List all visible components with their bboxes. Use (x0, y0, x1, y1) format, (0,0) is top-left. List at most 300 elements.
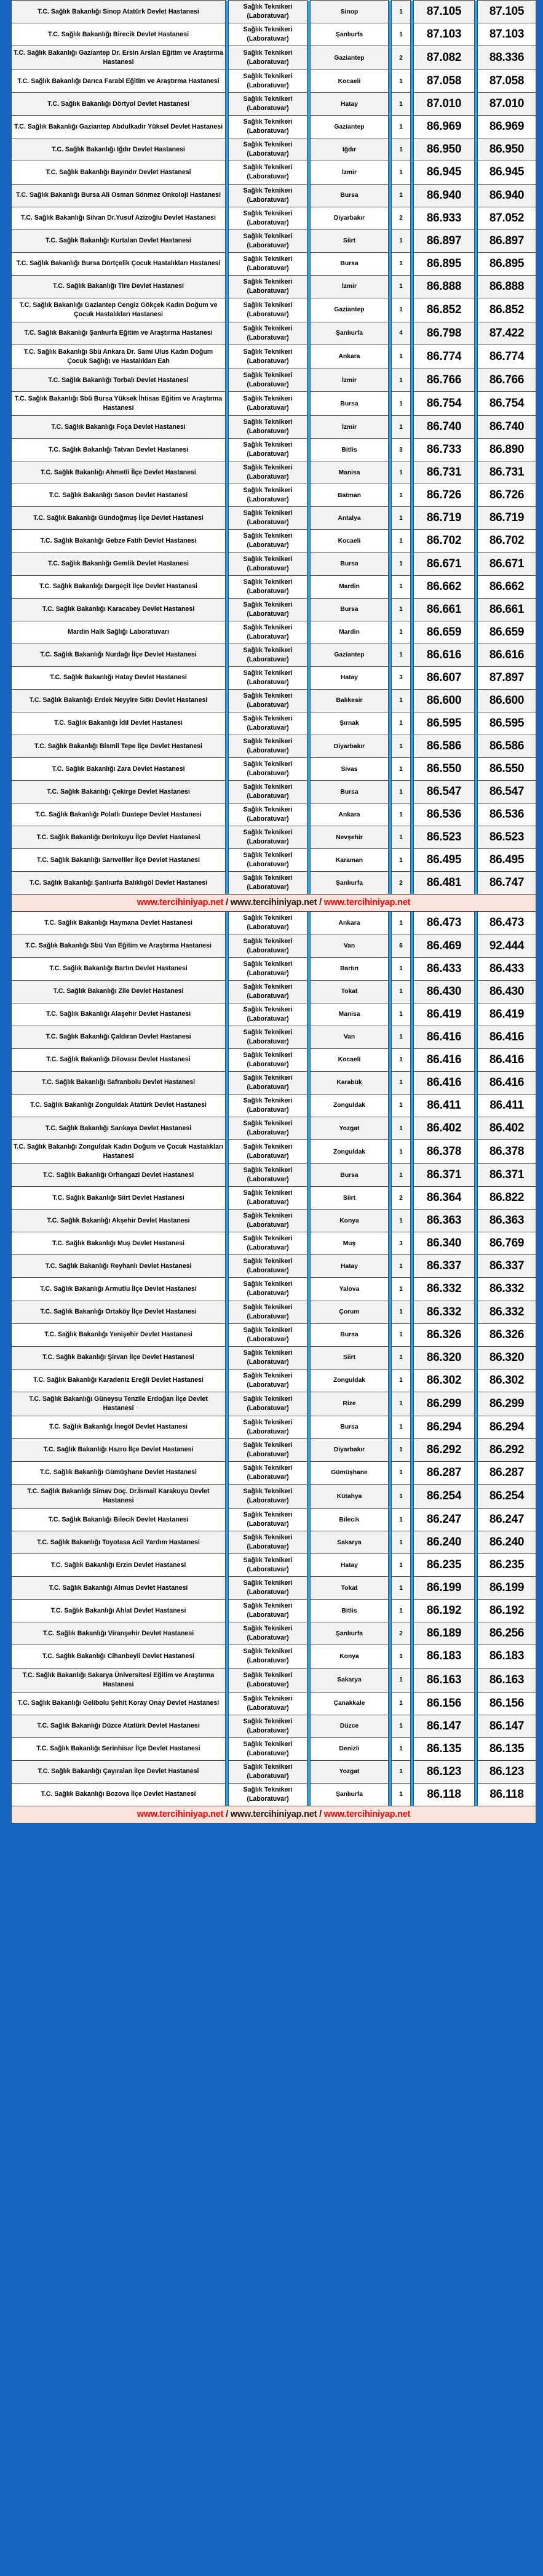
min-score-cell: 86.702 (414, 530, 475, 552)
city-cell: Diyarbakır (311, 207, 389, 229)
max-score-cell: 86.740 (478, 416, 536, 439)
quota-count-cell: 4 (392, 322, 411, 345)
job-title-cell: Sağlık Teknikeri (Laboratuvar) (229, 461, 307, 484)
min-score-cell: 86.416 (414, 1026, 475, 1048)
city-cell: Ankara (311, 345, 389, 369)
city-cell: Balıkesir (311, 689, 389, 712)
max-score-cell: 86.895 (478, 252, 536, 275)
job-title-cell: Sağlık Teknikeri (Laboratuvar) (229, 345, 307, 369)
hospital-name-cell: T.C. Sağlık Bakanlığı Sbü Van Eğitim ve Araştırma Hastanesi (12, 935, 226, 957)
max-score-cell: 86.199 (478, 1577, 536, 1600)
max-score-cell: 86.726 (478, 484, 536, 507)
table-row (12, 1509, 536, 1531)
hospital-name-cell: T.C. Sağlık Bakanlığı Hazro İlçe Devlet Hastanesi (12, 1438, 226, 1461)
min-score-cell: 86.661 (414, 598, 475, 621)
hospital-name-cell: T.C. Sağlık Bakanlığı Sason Devlet Hastanesi (12, 484, 226, 507)
max-score-cell: 86.595 (478, 712, 536, 735)
min-score-cell: 86.897 (414, 229, 475, 252)
job-title-cell: Sağlık Teknikeri (Laboratuvar) (229, 1509, 307, 1531)
max-score-cell: 86.320 (478, 1346, 536, 1369)
min-score-cell: 86.332 (414, 1278, 475, 1301)
quota-count-cell: 1 (392, 1278, 411, 1301)
quota-count-cell: 2 (392, 1622, 411, 1645)
min-score-cell: 86.940 (414, 184, 475, 207)
max-score-cell: 86.747 (478, 872, 536, 895)
max-score-cell: 86.240 (478, 1531, 536, 1554)
max-score-cell: 86.147 (478, 1715, 536, 1737)
table-row (12, 161, 536, 184)
max-score-cell: 86.586 (478, 735, 536, 758)
job-title-cell: Sağlık Teknikeri (Laboratuvar) (229, 46, 307, 70)
quota-count-cell: 1 (392, 298, 411, 322)
quota-count-cell: 1 (392, 1577, 411, 1600)
city-cell: Gaziantep (311, 644, 389, 666)
min-score-cell: 86.123 (414, 1760, 475, 1783)
city-cell: Denizli (311, 1737, 389, 1760)
city-cell: Bursa (311, 252, 389, 275)
min-score-cell: 86.299 (414, 1392, 475, 1416)
quota-count-cell: 1 (392, 23, 411, 46)
job-title-cell: Sağlık Teknikeri (Laboratuvar) (229, 957, 307, 980)
hospital-name-cell: T.C. Sağlık Bakanlığı Darıca Farabi Eğitim ve Araştırma Hastanesi (12, 70, 226, 93)
min-score-cell: 86.292 (414, 1438, 475, 1461)
job-title-cell: Sağlık Teknikeri (Laboratuvar) (229, 116, 307, 138)
hospital-name-cell: T.C. Sağlık Bakanlığı Çekirge Devlet Hastanesi (12, 781, 226, 804)
quota-count-cell: 1 (392, 161, 411, 184)
max-score-cell: 86.969 (478, 116, 536, 138)
table-row (12, 298, 536, 322)
max-score-cell: 87.058 (478, 70, 536, 93)
max-score-cell: 86.123 (478, 1760, 536, 1783)
min-score-cell: 86.550 (414, 758, 475, 781)
quota-count-cell: 1 (392, 1003, 411, 1026)
table-row (12, 392, 536, 416)
job-title-cell: Sağlık Teknikeri (Laboratuvar) (229, 207, 307, 229)
table-row (12, 1301, 536, 1323)
min-score-cell: 86.754 (414, 392, 475, 416)
hospital-name-cell: T.C. Sağlık Bakanlığı Safranbolu Devlet Hastanesi (12, 1071, 226, 1094)
max-score-cell: 86.600 (478, 689, 536, 712)
table-body (12, 1, 536, 1824)
city-cell: Şanlıurfa (311, 1783, 389, 1806)
city-cell: Çorum (311, 1301, 389, 1323)
table-row (12, 1531, 536, 1554)
city-cell: Hatay (311, 666, 389, 689)
city-cell: Van (311, 1026, 389, 1048)
min-score-cell: 86.287 (414, 1461, 475, 1484)
city-cell: Bilecik (311, 1509, 389, 1531)
table-row (12, 957, 536, 980)
table-row (12, 1, 536, 23)
min-score-cell: 86.774 (414, 345, 475, 369)
job-title-cell: Sağlık Teknikeri (Laboratuvar) (229, 369, 307, 392)
job-title-cell: Sağlık Teknikeri (Laboratuvar) (229, 161, 307, 184)
table-row (12, 507, 536, 530)
max-score-cell: 86.945 (478, 161, 536, 184)
min-score-cell: 86.481 (414, 872, 475, 895)
job-title-cell: Sağlık Teknikeri (Laboratuvar) (229, 1187, 307, 1210)
table-row (12, 758, 536, 781)
city-cell: Manisa (311, 461, 389, 484)
hospital-name-cell: T.C. Sağlık Bakanlığı Kurtalan Devlet Hastanesi (12, 229, 226, 252)
quota-count-cell: 1 (392, 461, 411, 484)
max-score-cell: 86.411 (478, 1094, 536, 1117)
max-score-cell: 86.659 (478, 621, 536, 644)
job-title-cell: Sağlık Teknikeri (Laboratuvar) (229, 1461, 307, 1484)
quota-count-cell: 1 (392, 1164, 411, 1187)
job-title-cell: Sağlık Teknikeri (Laboratuvar) (229, 1438, 307, 1461)
city-cell: İzmir (311, 369, 389, 392)
max-score-cell: 86.774 (478, 345, 536, 369)
max-score-cell: 86.702 (478, 530, 536, 552)
city-cell: Siirt (311, 229, 389, 252)
min-score-cell: 86.473 (414, 912, 475, 935)
job-title-cell: Sağlık Teknikeri (Laboratuvar) (229, 1301, 307, 1323)
min-score-cell: 86.371 (414, 1164, 475, 1187)
min-score-cell: 86.659 (414, 621, 475, 644)
city-cell: Bursa (311, 1323, 389, 1346)
city-cell: Bitlis (311, 439, 389, 461)
min-score-cell: 86.430 (414, 980, 475, 1003)
min-score-cell: 87.105 (414, 1, 475, 23)
job-title-cell: Sağlık Teknikeri (Laboratuvar) (229, 1531, 307, 1554)
city-cell: Mardin (311, 621, 389, 644)
city-cell: Şanlıurfa (311, 322, 389, 345)
min-score-cell: 86.135 (414, 1737, 475, 1760)
hospital-name-cell: T.C. Sağlık Bakanlığı Sarıkaya Devlet Hastanesi (12, 1117, 226, 1140)
quota-count-cell: 1 (392, 1117, 411, 1140)
quota-count-cell: 1 (392, 116, 411, 138)
table-row (12, 1554, 536, 1577)
hospital-name-cell: T.C. Sağlık Bakanlığı Zonguldak Kadın Doğum ve Çocuk Hastalıkları Hastanesi (12, 1140, 226, 1164)
min-score-cell: 86.495 (414, 849, 475, 872)
max-score-cell: 86.888 (478, 275, 536, 298)
min-score-cell: 86.766 (414, 369, 475, 392)
job-title-cell: Sağlık Teknikeri (Laboratuvar) (229, 621, 307, 644)
min-score-cell: 86.302 (414, 1369, 475, 1392)
table-row (12, 1323, 536, 1346)
city-cell: Sakarya (311, 1531, 389, 1554)
job-title-cell: Sağlık Teknikeri (Laboratuvar) (229, 184, 307, 207)
table-row (12, 1622, 536, 1645)
placement-results-table (11, 0, 536, 1824)
hospital-name-cell: T.C. Sağlık Bakanlığı Reyhanlı Devlet Hastanesi (12, 1255, 226, 1278)
job-title-cell: Sağlık Teknikeri (Laboratuvar) (229, 1117, 307, 1140)
table-row (12, 804, 536, 826)
job-title-cell: Sağlık Teknikeri (Laboratuvar) (229, 1323, 307, 1346)
table-row (12, 872, 536, 895)
max-score-cell: 86.135 (478, 1737, 536, 1760)
hospital-name-cell: T.C. Sağlık Bakanlığı Dörtyol Devlet Hastanesi (12, 93, 226, 116)
table-row (12, 1210, 536, 1232)
quota-count-cell: 1 (392, 1715, 411, 1737)
hospital-name-cell: T.C. Sağlık Bakanlığı Siirt Devlet Hastanesi (12, 1187, 226, 1210)
min-score-cell: 86.254 (414, 1485, 475, 1509)
hospital-name-cell: T.C. Sağlık Bakanlığı Torbalı Devlet Hastanesi (12, 369, 226, 392)
min-score-cell: 86.616 (414, 644, 475, 666)
table-row (12, 1117, 536, 1140)
max-score-cell: 86.416 (478, 1026, 536, 1048)
table-row (12, 1392, 536, 1416)
quota-count-cell: 1 (392, 392, 411, 416)
city-cell: Diyarbakır (311, 1438, 389, 1461)
min-score-cell: 86.852 (414, 298, 475, 322)
hospital-name-cell: T.C. Sağlık Bakanlığı Armutlu İlçe Devlet Hastanesi (12, 1278, 226, 1301)
city-cell: Yalova (311, 1278, 389, 1301)
job-title-cell: Sağlık Teknikeri (Laboratuvar) (229, 507, 307, 530)
job-title-cell: Sağlık Teknikeri (Laboratuvar) (229, 1003, 307, 1026)
city-cell: Gümüşhane (311, 1461, 389, 1484)
min-score-cell: 86.600 (414, 689, 475, 712)
quota-count-cell: 1 (392, 552, 411, 575)
job-title-cell: Sağlık Teknikeri (Laboratuvar) (229, 575, 307, 598)
hospital-name-cell: T.C. Sağlık Bakanlığı Sinop Atatürk Devlet Hastanesi (12, 1, 226, 23)
table-row (12, 1438, 536, 1461)
job-title-cell: Sağlık Teknikeri (Laboratuvar) (229, 1164, 307, 1187)
table-row (12, 1577, 536, 1600)
job-title-cell: Sağlık Teknikeri (Laboratuvar) (229, 1140, 307, 1164)
job-title-cell: Sağlık Teknikeri (Laboratuvar) (229, 1369, 307, 1392)
max-score-cell: 86.332 (478, 1278, 536, 1301)
job-title-cell: Sağlık Teknikeri (Laboratuvar) (229, 416, 307, 439)
job-title-cell: Sağlık Teknikeri (Laboratuvar) (229, 598, 307, 621)
table-row (12, 275, 536, 298)
city-cell: Karabük (311, 1071, 389, 1094)
city-cell: Kocaeli (311, 1048, 389, 1071)
job-title-cell: Sağlık Teknikeri (Laboratuvar) (229, 1622, 307, 1645)
min-score-cell: 86.147 (414, 1715, 475, 1737)
min-score-cell: 86.320 (414, 1346, 475, 1369)
quota-count-cell: 1 (392, 252, 411, 275)
job-title-cell: Sağlık Teknikeri (Laboratuvar) (229, 1094, 307, 1117)
city-cell: Yozgat (311, 1760, 389, 1783)
table-row (12, 1715, 536, 1737)
city-cell: Hatay (311, 1255, 389, 1278)
hospital-name-cell: T.C. Sağlık Bakanlığı Tire Devlet Hastanesi (12, 275, 226, 298)
job-title-cell: Sağlık Teknikeri (Laboratuvar) (229, 872, 307, 895)
min-score-cell: 86.363 (414, 1210, 475, 1232)
job-title-cell: Sağlık Teknikeri (Laboratuvar) (229, 1485, 307, 1509)
city-cell: Şanlıurfa (311, 1622, 389, 1645)
min-score-cell: 86.662 (414, 575, 475, 598)
job-title-cell: Sağlık Teknikeri (Laboratuvar) (229, 1737, 307, 1760)
city-cell: Hatay (311, 93, 389, 116)
job-title-cell: Sağlık Teknikeri (Laboratuvar) (229, 439, 307, 461)
quota-count-cell: 1 (392, 275, 411, 298)
quota-count-cell: 1 (392, 689, 411, 712)
table-row (12, 1026, 536, 1048)
hospital-name-cell: T.C. Sağlık Bakanlığı Bartın Devlet Hastanesi (12, 957, 226, 980)
min-score-cell: 86.586 (414, 735, 475, 758)
city-cell: Tokat (311, 1577, 389, 1600)
hospital-name-cell: T.C. Sağlık Bakanlığı Iğdır Devlet Hastanesi (12, 138, 226, 161)
hospital-name-cell: T.C. Sağlık Bakanlığı Güneysu Tenzile Erdoğan İlçe Devlet Hastanesi (12, 1392, 226, 1416)
hospital-name-cell: T.C. Sağlık Bakanlığı Almus Devlet Hastanesi (12, 1577, 226, 1600)
min-score-cell: 86.595 (414, 712, 475, 735)
quota-count-cell: 1 (392, 345, 411, 369)
hospital-name-cell: T.C. Sağlık Bakanlığı Gebze Fatih Devlet Hastanesi (12, 530, 226, 552)
max-score-cell: 86.852 (478, 298, 536, 322)
watermark-text: www.tercihiniyap.net / www.tercihiniyap.net / www.tercihiniyap.net (12, 1806, 536, 1823)
max-score-cell: 87.010 (478, 93, 536, 116)
max-score-cell: 86.183 (478, 1645, 536, 1668)
hospital-name-cell: Mardin Halk Sağlığı Laboratuvarı (12, 621, 226, 644)
quota-count-cell: 1 (392, 980, 411, 1003)
min-score-cell: 86.536 (414, 804, 475, 826)
table-row (12, 1255, 536, 1278)
hospital-name-cell: T.C. Sağlık Bakanlığı Çaldıran Devlet Hastanesi (12, 1026, 226, 1048)
quota-count-cell: 1 (392, 1255, 411, 1278)
job-title-cell: Sağlık Teknikeri (Laboratuvar) (229, 1645, 307, 1668)
table-row (12, 689, 536, 712)
job-title-cell: Sağlık Teknikeri (Laboratuvar) (229, 1071, 307, 1094)
quota-count-cell: 1 (392, 621, 411, 644)
max-score-cell: 86.616 (478, 644, 536, 666)
job-title-cell: Sağlık Teknikeri (Laboratuvar) (229, 322, 307, 345)
city-cell: Bartın (311, 957, 389, 980)
max-score-cell: 86.156 (478, 1692, 536, 1715)
min-score-cell: 86.378 (414, 1140, 475, 1164)
city-cell: Şanlıurfa (311, 23, 389, 46)
city-cell: Gaziantep (311, 116, 389, 138)
min-score-cell: 86.798 (414, 322, 475, 345)
max-score-cell: 86.371 (478, 1164, 536, 1187)
city-cell: Rize (311, 1392, 389, 1416)
hospital-name-cell: T.C. Sağlık Bakanlığı İdil Devlet Hastanesi (12, 712, 226, 735)
hospital-name-cell: T.C. Sağlık Bakanlığı Zara Devlet Hastanesi (12, 758, 226, 781)
quota-count-cell: 1 (392, 1416, 411, 1438)
city-cell: Bursa (311, 392, 389, 416)
job-title-cell: Sağlık Teknikeri (Laboratuvar) (229, 758, 307, 781)
city-cell: Batman (311, 484, 389, 507)
job-title-cell: Sağlık Teknikeri (Laboratuvar) (229, 781, 307, 804)
quota-count-cell: 2 (392, 46, 411, 70)
hospital-name-cell: T.C. Sağlık Bakanlığı Gelibolu Şehit Koray Onay Devlet Hastanesi (12, 1692, 226, 1715)
job-title-cell: Sağlık Teknikeri (Laboratuvar) (229, 804, 307, 826)
hospital-name-cell: T.C. Sağlık Bakanlığı Dilovası Devlet Hastanesi (12, 1048, 226, 1071)
quota-count-cell: 1 (392, 1600, 411, 1622)
quota-count-cell: 1 (392, 1071, 411, 1094)
max-score-cell: 86.890 (478, 439, 536, 461)
min-score-cell: 86.950 (414, 138, 475, 161)
city-cell: Van (311, 935, 389, 957)
max-score-cell: 86.950 (478, 138, 536, 161)
hospital-name-cell: T.C. Sağlık Bakanlığı Gümüşhane Devlet Hastanesi (12, 1461, 226, 1484)
max-score-cell: 86.416 (478, 1048, 536, 1071)
hospital-name-cell: T.C. Sağlık Bakanlığı Gaziantep Cengiz Gökçek Kadın Doğum ve Çocuk Hastalıkları Hastanesi (12, 298, 226, 322)
max-score-cell: 86.287 (478, 1461, 536, 1484)
table-row (12, 369, 536, 392)
quota-count-cell: 1 (392, 1531, 411, 1554)
job-title-cell: Sağlık Teknikeri (Laboratuvar) (229, 1210, 307, 1232)
hospital-name-cell: T.C. Sağlık Bakanlığı Şirvan İlçe Devlet Hastanesi (12, 1346, 226, 1369)
table-row (12, 575, 536, 598)
table-row (12, 552, 536, 575)
hospital-name-cell: T.C. Sağlık Bakanlığı Bursa Dörtçelik Çocuk Hastalıkları Hastanesi (12, 252, 226, 275)
city-cell: Şanlıurfa (311, 872, 389, 895)
city-cell: Sivas (311, 758, 389, 781)
city-cell: Mardin (311, 575, 389, 598)
table-row (12, 980, 536, 1003)
min-score-cell: 87.058 (414, 70, 475, 93)
quota-count-cell: 2 (392, 207, 411, 229)
min-score-cell: 86.547 (414, 781, 475, 804)
hospital-name-cell: T.C. Sağlık Bakanlığı Bozova İlçe Devlet Hastanesi (12, 1783, 226, 1806)
table-row (12, 252, 536, 275)
hospital-name-cell: T.C. Sağlık Bakanlığı Şanlıurfa Eğitim ve Araştırma Hastanesi (12, 322, 226, 345)
hospital-name-cell: T.C. Sağlık Bakanlığı Muş Devlet Hastanesi (12, 1232, 226, 1255)
max-score-cell: 87.052 (478, 207, 536, 229)
table-row (12, 1278, 536, 1301)
max-score-cell: 88.336 (478, 46, 536, 70)
job-title-cell: Sağlık Teknikeri (Laboratuvar) (229, 1255, 307, 1278)
job-title-cell: Sağlık Teknikeri (Laboratuvar) (229, 689, 307, 712)
job-title-cell: Sağlık Teknikeri (Laboratuvar) (229, 1416, 307, 1438)
max-score-cell: 86.662 (478, 575, 536, 598)
max-score-cell: 86.299 (478, 1392, 536, 1416)
table-row (12, 93, 536, 116)
table-row (12, 1692, 536, 1715)
quota-count-cell: 1 (392, 1645, 411, 1668)
min-score-cell: 86.189 (414, 1622, 475, 1645)
max-score-cell: 87.103 (478, 23, 536, 46)
max-score-cell: 86.719 (478, 507, 536, 530)
quota-count-cell: 1 (392, 804, 411, 826)
quota-count-cell: 1 (392, 644, 411, 666)
min-score-cell: 86.235 (414, 1554, 475, 1577)
hospital-name-cell: T.C. Sağlık Bakanlığı Serinhisar İlçe Devlet Hastanesi (12, 1737, 226, 1760)
job-title-cell: Sağlık Teknikeri (Laboratuvar) (229, 1392, 307, 1416)
hospital-name-cell: T.C. Sağlık Bakanlığı Simav Doç. Dr.İsmail Karakuyu Devlet Hastanesi (12, 1485, 226, 1509)
city-cell: Antalya (311, 507, 389, 530)
table-row (12, 735, 536, 758)
table-row (12, 484, 536, 507)
max-score-cell: 86.332 (478, 1301, 536, 1323)
max-score-cell: 86.473 (478, 912, 536, 935)
max-score-cell: 86.433 (478, 957, 536, 980)
hospital-name-cell: T.C. Sağlık Bakanlığı Zonguldak Atatürk Devlet Hastanesi (12, 1094, 226, 1117)
table-row (12, 1003, 536, 1026)
job-title-cell: Sağlık Teknikeri (Laboratuvar) (229, 298, 307, 322)
city-cell: Bursa (311, 184, 389, 207)
quota-count-cell: 1 (392, 1438, 411, 1461)
max-score-cell: 86.378 (478, 1140, 536, 1164)
hospital-name-cell: T.C. Sağlık Bakanlığı Yenişehir Devlet Hastanesi (12, 1323, 226, 1346)
quota-count-cell: 1 (392, 1210, 411, 1232)
hospital-name-cell: T.C. Sağlık Bakanlığı Toyotasa Acil Yardım Hastanesi (12, 1531, 226, 1554)
hospital-name-cell: T.C. Sağlık Bakanlığı Sakarya Üniversitesi Eğitim ve Araştırma Hastanesi (12, 1668, 226, 1692)
job-title-cell: Sağlık Teknikeri (Laboratuvar) (229, 849, 307, 872)
max-score-cell: 86.294 (478, 1416, 536, 1438)
table-row (12, 1461, 536, 1484)
hospital-name-cell: T.C. Sağlık Bakanlığı Dargeçit İlçe Devlet Hastanesi (12, 575, 226, 598)
hospital-name-cell: T.C. Sağlık Bakanlığı Bayındır Devlet Hastanesi (12, 161, 226, 184)
hospital-name-cell: T.C. Sağlık Bakanlığı Zile Devlet Hastanesi (12, 980, 226, 1003)
min-score-cell: 86.433 (414, 957, 475, 980)
max-score-cell: 87.897 (478, 666, 536, 689)
max-score-cell: 86.897 (478, 229, 536, 252)
hospital-name-cell: T.C. Sağlık Bakanlığı Bursa Ali Osman Sönmez Onkoloji Hastanesi (12, 184, 226, 207)
quota-count-cell: 1 (392, 1369, 411, 1392)
quota-count-cell: 1 (392, 575, 411, 598)
max-score-cell: 86.822 (478, 1187, 536, 1210)
city-cell: Nevşehir (311, 826, 389, 849)
hospital-name-cell: T.C. Sağlık Bakanlığı Çayıralan İlçe Devlet Hastanesi (12, 1760, 226, 1783)
max-score-cell: 86.536 (478, 804, 536, 826)
quota-count-cell: 3 (392, 439, 411, 461)
job-title-cell: Sağlık Teknikeri (Laboratuvar) (229, 935, 307, 957)
max-score-cell: 86.192 (478, 1600, 536, 1622)
